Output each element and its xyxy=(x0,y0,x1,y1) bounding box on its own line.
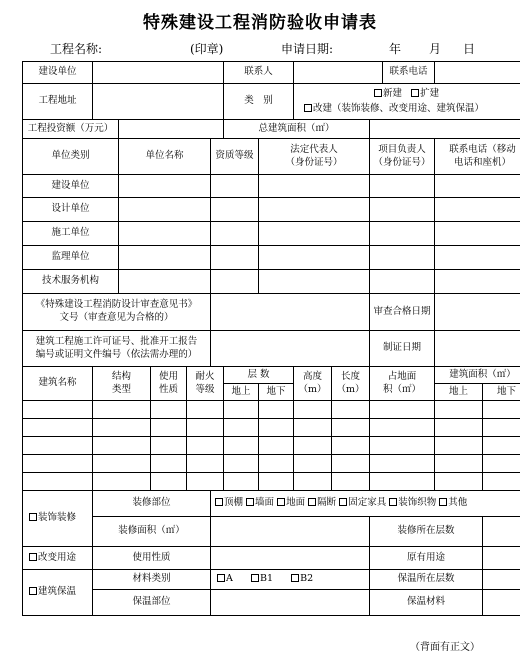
lianxiren-label: 联系人 xyxy=(224,62,294,84)
dishang2-header: 地上 xyxy=(435,384,483,401)
baowen-buwei-label: 保温部位 xyxy=(93,590,211,616)
dixia2-header: 地下 xyxy=(483,384,520,401)
building-name-header: 建筑名称 xyxy=(23,367,93,401)
unit-type-jianli: 监理单位 xyxy=(23,246,119,270)
zhizheng-value[interactable] xyxy=(435,331,520,367)
gongcheng-didian-label: 工程地址 xyxy=(23,84,93,120)
unit-lead-cell[interactable] xyxy=(370,246,435,270)
unit-type-shigong: 施工单位 xyxy=(23,222,119,246)
zhuangshi-checkbox[interactable] xyxy=(29,513,37,521)
fading-header: 法定代表人 （身份证号） xyxy=(259,139,370,175)
unit-phone-cell[interactable] xyxy=(435,198,520,222)
shiyong-header: 使用 性质 xyxy=(151,367,187,401)
form-title: 特殊建设工程消防验收申请表 xyxy=(143,13,377,33)
shiyong-xingzhi-label: 使用性质 xyxy=(93,547,211,570)
gaibian-section: 改变用途 xyxy=(23,547,93,570)
qita-checkbox[interactable] xyxy=(439,498,447,506)
building-row xyxy=(23,401,520,419)
building-row xyxy=(23,419,520,437)
shenhe-date-label: 审查合格日期 xyxy=(370,294,435,331)
cailiao-classes: A B1 B2 xyxy=(211,570,370,590)
jianshe-danwei-value[interactable] xyxy=(93,62,224,84)
unit-legal-cell[interactable] xyxy=(259,270,370,294)
month-label: 月 xyxy=(429,42,442,56)
zhuangshi-section: 装饰装修 xyxy=(23,491,93,547)
xuke-value[interactable] xyxy=(211,331,370,367)
zhizheng-label: 制证日期 xyxy=(370,331,435,367)
zhuangxiu-cengshu-value[interactable] xyxy=(483,517,520,547)
baowen-checkbox[interactable] xyxy=(29,587,37,595)
kuojian-checkbox[interactable] xyxy=(411,89,419,97)
unit-name-cell[interactable] xyxy=(119,246,211,270)
baowen-buwei-value[interactable] xyxy=(211,590,370,616)
touzi-label: 工程投资额（万元） xyxy=(23,120,119,139)
unit-type-jishu: 技术服务机构 xyxy=(23,270,119,294)
jianzhu-mianji-header: 建筑面积（㎡） xyxy=(435,367,520,384)
shiyong-xingzhi-value[interactable] xyxy=(211,547,370,570)
gaibian-checkbox[interactable] xyxy=(29,553,37,561)
building-row xyxy=(23,437,520,455)
project-name-label: 工程名称: xyxy=(50,42,103,56)
dimian-checkbox[interactable] xyxy=(277,498,285,506)
unit-name-cell[interactable] xyxy=(119,270,211,294)
lianxi-dianhua-value[interactable] xyxy=(435,62,520,84)
xinjian-checkbox[interactable] xyxy=(374,89,382,97)
yuan-yongtu-value[interactable] xyxy=(483,547,520,570)
zhuangxiu-mianji-label: 装修面积（㎡） xyxy=(93,517,211,547)
cailiao-leibie-label: 材料类别 xyxy=(93,570,211,590)
gaodu-header: 高度 （m） xyxy=(294,367,332,401)
leibie-options: 新建 扩建 改建（装饰装修、改变用途、建筑保温） xyxy=(294,84,520,120)
class-b1-checkbox[interactable] xyxy=(251,574,259,582)
unit-lead-cell[interactable] xyxy=(370,222,435,246)
danwei-mingcheng-header: 单位名称 xyxy=(119,139,211,175)
class-a-checkbox[interactable] xyxy=(217,574,225,582)
unit-lead-cell[interactable] xyxy=(370,175,435,198)
touzi-value[interactable] xyxy=(119,120,224,139)
shenhe-label: 《特殊建设工程消防设计审查意见书》 文号（审查意见为合格的） xyxy=(23,294,211,331)
year-label: 年 xyxy=(389,42,402,56)
danwei-leibie-header: 单位类别 xyxy=(23,139,119,175)
unit-qual-cell[interactable] xyxy=(211,246,259,270)
unit-legal-cell[interactable] xyxy=(259,175,370,198)
lianxi-dianhua-label: 联系电话 xyxy=(383,62,435,84)
geduan-checkbox[interactable] xyxy=(308,498,316,506)
zong-mianji-value[interactable] xyxy=(370,120,520,139)
zizhi-header: 资质等级 xyxy=(211,139,259,175)
seal-label: (印章) xyxy=(190,42,224,56)
unit-phone-cell[interactable] xyxy=(435,175,520,198)
jianshe-danwei-label: 建设单位 xyxy=(23,62,93,84)
application-form-table xyxy=(22,61,520,616)
gongcheng-didian-value[interactable] xyxy=(93,84,224,120)
unit-lead-cell[interactable] xyxy=(370,198,435,222)
unit-qual-cell[interactable] xyxy=(211,222,259,246)
unit-legal-cell[interactable] xyxy=(259,246,370,270)
baowen-cengshu-label: 保温所在层数 xyxy=(370,570,483,590)
unit-phone-cell[interactable] xyxy=(435,246,520,270)
naihuo-header: 耐火 等级 xyxy=(187,367,224,401)
unit-qual-cell[interactable] xyxy=(211,270,259,294)
class-b2-checkbox[interactable] xyxy=(291,574,299,582)
gudingjiaju-checkbox[interactable] xyxy=(339,498,347,506)
baowen-section: 建筑保温 xyxy=(23,570,93,616)
zong-mianji-label: 总建筑面积（㎡） xyxy=(224,120,370,139)
zhuangxiu-buwei-label: 装修部位 xyxy=(93,491,211,517)
leibie-label: 类 别 xyxy=(224,84,294,120)
footnote: （背面有正文） xyxy=(410,642,480,653)
jiegou-header: 结构 类型 xyxy=(93,367,151,401)
yuan-yongtu-label: 原有用途 xyxy=(370,547,483,570)
cengshu-header: 层 数 xyxy=(224,367,294,384)
building-row xyxy=(23,455,520,473)
unit-phone-cell[interactable] xyxy=(435,222,520,246)
dixia-header: 地下 xyxy=(259,384,294,401)
shenhe-date-value[interactable] xyxy=(435,294,520,331)
zhandi-header: 占地面 积（㎡） xyxy=(370,367,435,401)
unit-name-cell[interactable] xyxy=(119,222,211,246)
baowen-cailiao-label: 保温材料 xyxy=(370,590,483,616)
dingpeng-checkbox[interactable] xyxy=(215,498,223,506)
unit-lead-cell[interactable] xyxy=(370,270,435,294)
baowen-cailiao-value[interactable] xyxy=(483,590,520,616)
unit-qual-cell[interactable] xyxy=(211,175,259,198)
zhuangshizhiwu-checkbox[interactable] xyxy=(389,498,397,506)
unit-name-cell[interactable] xyxy=(119,175,211,198)
baowen-cengshu-value[interactable] xyxy=(483,570,520,590)
unit-name-cell[interactable] xyxy=(119,198,211,222)
unit-qual-cell[interactable] xyxy=(211,198,259,222)
apply-date-label: 申请日期: xyxy=(281,42,334,56)
dianhua-header: 联系电话（移动 电话和座机） xyxy=(435,139,520,175)
unit-legal-cell[interactable] xyxy=(259,198,370,222)
lianxiren-value[interactable] xyxy=(294,62,383,84)
qiangmian-checkbox[interactable] xyxy=(246,498,254,506)
zhuangxiu-parts: 顶棚 墙面 地面 隔断 固定家具 装饰织物 其他 xyxy=(211,491,520,517)
shenhe-value[interactable] xyxy=(211,294,370,331)
changdu-header: 长度 （m） xyxy=(332,367,370,401)
xuke-label: 建筑工程施工许可证号、批准开工报告 编号或证明文件编号（依法需办理的） xyxy=(23,331,211,367)
dishang-header: 地上 xyxy=(224,384,259,401)
unit-legal-cell[interactable] xyxy=(259,222,370,246)
zhuangxiu-mianji-value[interactable] xyxy=(211,517,370,547)
unit-type-sheji: 设计单位 xyxy=(23,198,119,222)
zhuangxiu-cengshu-label: 装修所在层数 xyxy=(370,517,483,547)
day-label: 日 xyxy=(463,42,476,56)
unit-type-jianshe: 建设单位 xyxy=(23,175,119,198)
unit-phone-cell[interactable] xyxy=(435,270,520,294)
xiangmu-header: 项目负责人 （身份证号） xyxy=(370,139,435,175)
building-row xyxy=(23,473,520,491)
gaijian-checkbox[interactable] xyxy=(304,104,312,112)
